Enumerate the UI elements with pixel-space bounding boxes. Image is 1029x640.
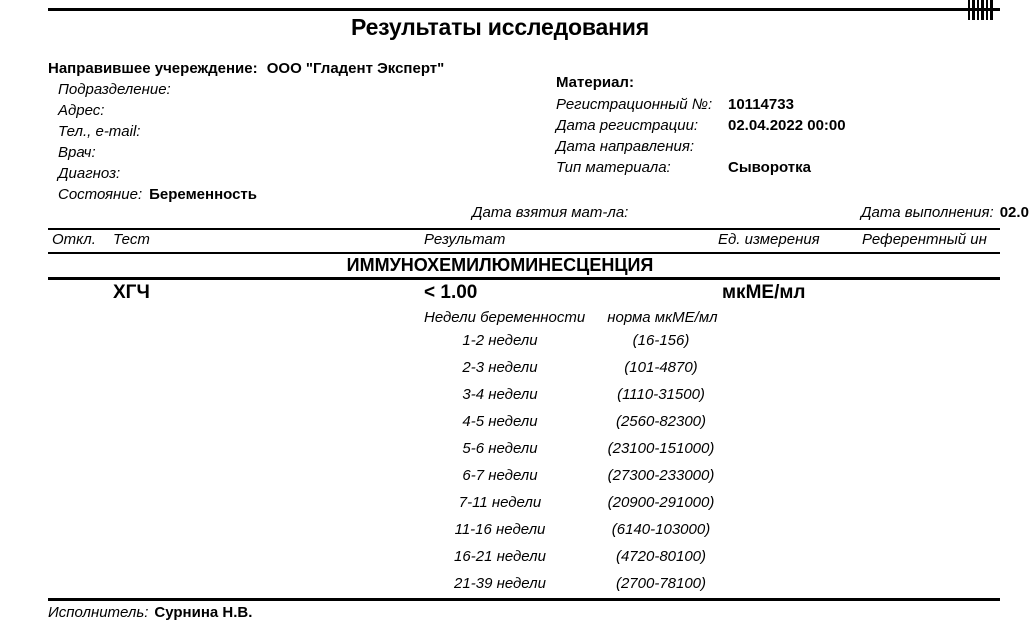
- field-label: Состояние:: [58, 186, 143, 203]
- list-item: [424, 413, 754, 440]
- field-label: Дата регистрации:: [556, 117, 699, 134]
- list-item: [424, 521, 754, 548]
- reference-weeks: 4-5 недели: [462, 413, 538, 430]
- table-header-bottom-divider: [48, 252, 1000, 254]
- field-label: Регистрационный №:: [556, 96, 713, 113]
- table-header-row: [0, 231, 1000, 252]
- bottom-divider: [48, 598, 1000, 601]
- field-date-done: [861, 204, 1029, 221]
- field-label: Дата взятия мат-ла:: [472, 204, 629, 221]
- reference-weeks: 1-2 недели: [462, 332, 538, 349]
- top-divider: [48, 8, 1000, 11]
- reference-weeks: 16-21 недели: [454, 548, 546, 565]
- list-item: [424, 548, 754, 575]
- organization-value: ООО "Гладент Эксперт": [266, 60, 445, 77]
- field-label: Дата направления:: [556, 138, 695, 155]
- reference-header-norm: норма мкМЕ/мл: [607, 309, 718, 326]
- table-header-top-divider: [48, 228, 1000, 230]
- field-label: Подразделение:: [58, 81, 171, 98]
- field-doctor: [58, 144, 498, 165]
- field-value: 10114733: [728, 96, 794, 113]
- reference-range: (23100-151000): [607, 440, 715, 457]
- field-referral-date: [556, 138, 996, 159]
- reference-range: (20900-291000): [607, 494, 715, 511]
- reference-header-weeks: Недели беременности: [424, 309, 586, 326]
- list-item: [424, 386, 754, 413]
- reference-range: (6140-103000): [611, 521, 711, 538]
- page-title: Результаты исследования: [351, 14, 649, 40]
- reference-table: [424, 332, 754, 602]
- column-header-test: Тест: [113, 231, 150, 248]
- column-header-units: Ед. измерения: [718, 231, 820, 248]
- cell-test-name: ХГЧ: [113, 282, 150, 303]
- list-item: [424, 440, 754, 467]
- table-row: [0, 282, 1000, 308]
- reference-range: (16-156): [632, 332, 690, 349]
- field-subdivision: [58, 81, 498, 102]
- organization-line: [48, 60, 444, 77]
- section-title: ИММУНОХЕМИЛЮМИНЕСЦЕНЦИЯ: [346, 255, 654, 275]
- field-value: 02.04.2022 00:00: [728, 117, 846, 134]
- field-label: Врач:: [58, 144, 96, 161]
- field-value: 02.0: [999, 204, 1029, 221]
- list-item: [424, 467, 754, 494]
- reference-range: (4720-80100): [615, 548, 707, 565]
- reference-weeks: 21-39 недели: [454, 575, 546, 592]
- column-header-reference: Референтный ин: [862, 231, 987, 248]
- reference-range: (2700-78100): [615, 575, 707, 592]
- reference-weeks: 11-16 недели: [454, 521, 546, 538]
- organization-label: Направившее учереждение:: [48, 60, 258, 77]
- list-item: [424, 359, 754, 386]
- field-date-taken: [472, 204, 628, 221]
- cell-units: мкМЕ/мл: [722, 282, 806, 303]
- field-diagnosis: [58, 165, 498, 186]
- performer-line: [48, 604, 252, 621]
- reference-range: (27300-233000): [607, 467, 715, 484]
- cell-result-value: < 1.00: [424, 282, 478, 303]
- reference-weeks: 3-4 недели: [462, 386, 538, 403]
- reference-range: (2560-82300): [615, 413, 707, 430]
- performer-label: Исполнитель:: [48, 604, 149, 621]
- reference-weeks: 5-6 недели: [462, 440, 538, 457]
- section-divider: [48, 277, 1000, 280]
- field-value: Сыворотка: [728, 159, 811, 176]
- dates-row: [48, 204, 1029, 225]
- column-header-deviation: Откл.: [52, 231, 96, 248]
- material-label: Материал:: [556, 74, 634, 91]
- field-label: Тел., e-mail:: [58, 123, 141, 140]
- field-label: Дата выполнения:: [861, 204, 994, 221]
- reference-weeks: 7-11 недели: [458, 494, 542, 511]
- field-value: Беременность: [149, 186, 258, 203]
- reference-range: (1110-31500): [617, 386, 705, 403]
- reference-weeks: 6-7 недели: [462, 467, 538, 484]
- material-info-column: [556, 74, 996, 180]
- patient-info-column: [58, 81, 498, 207]
- field-phone-email: [58, 123, 498, 144]
- field-address: [58, 102, 498, 123]
- list-item: [424, 332, 754, 359]
- performer-value: Сурнина Н.В.: [154, 604, 253, 621]
- list-item: [424, 494, 754, 521]
- reference-weeks: 2-3 недели: [462, 359, 538, 376]
- field-label: Адрес:: [58, 102, 105, 119]
- column-header-result: Результат: [424, 231, 506, 248]
- field-material-type: [556, 159, 996, 180]
- reference-table-header: [424, 309, 718, 326]
- reference-range: (101-4870): [624, 359, 698, 376]
- field-registration-date: [556, 117, 996, 138]
- field-registration-number: [556, 96, 996, 117]
- field-label: Диагноз:: [58, 165, 121, 182]
- field-label: Тип материала:: [556, 159, 671, 176]
